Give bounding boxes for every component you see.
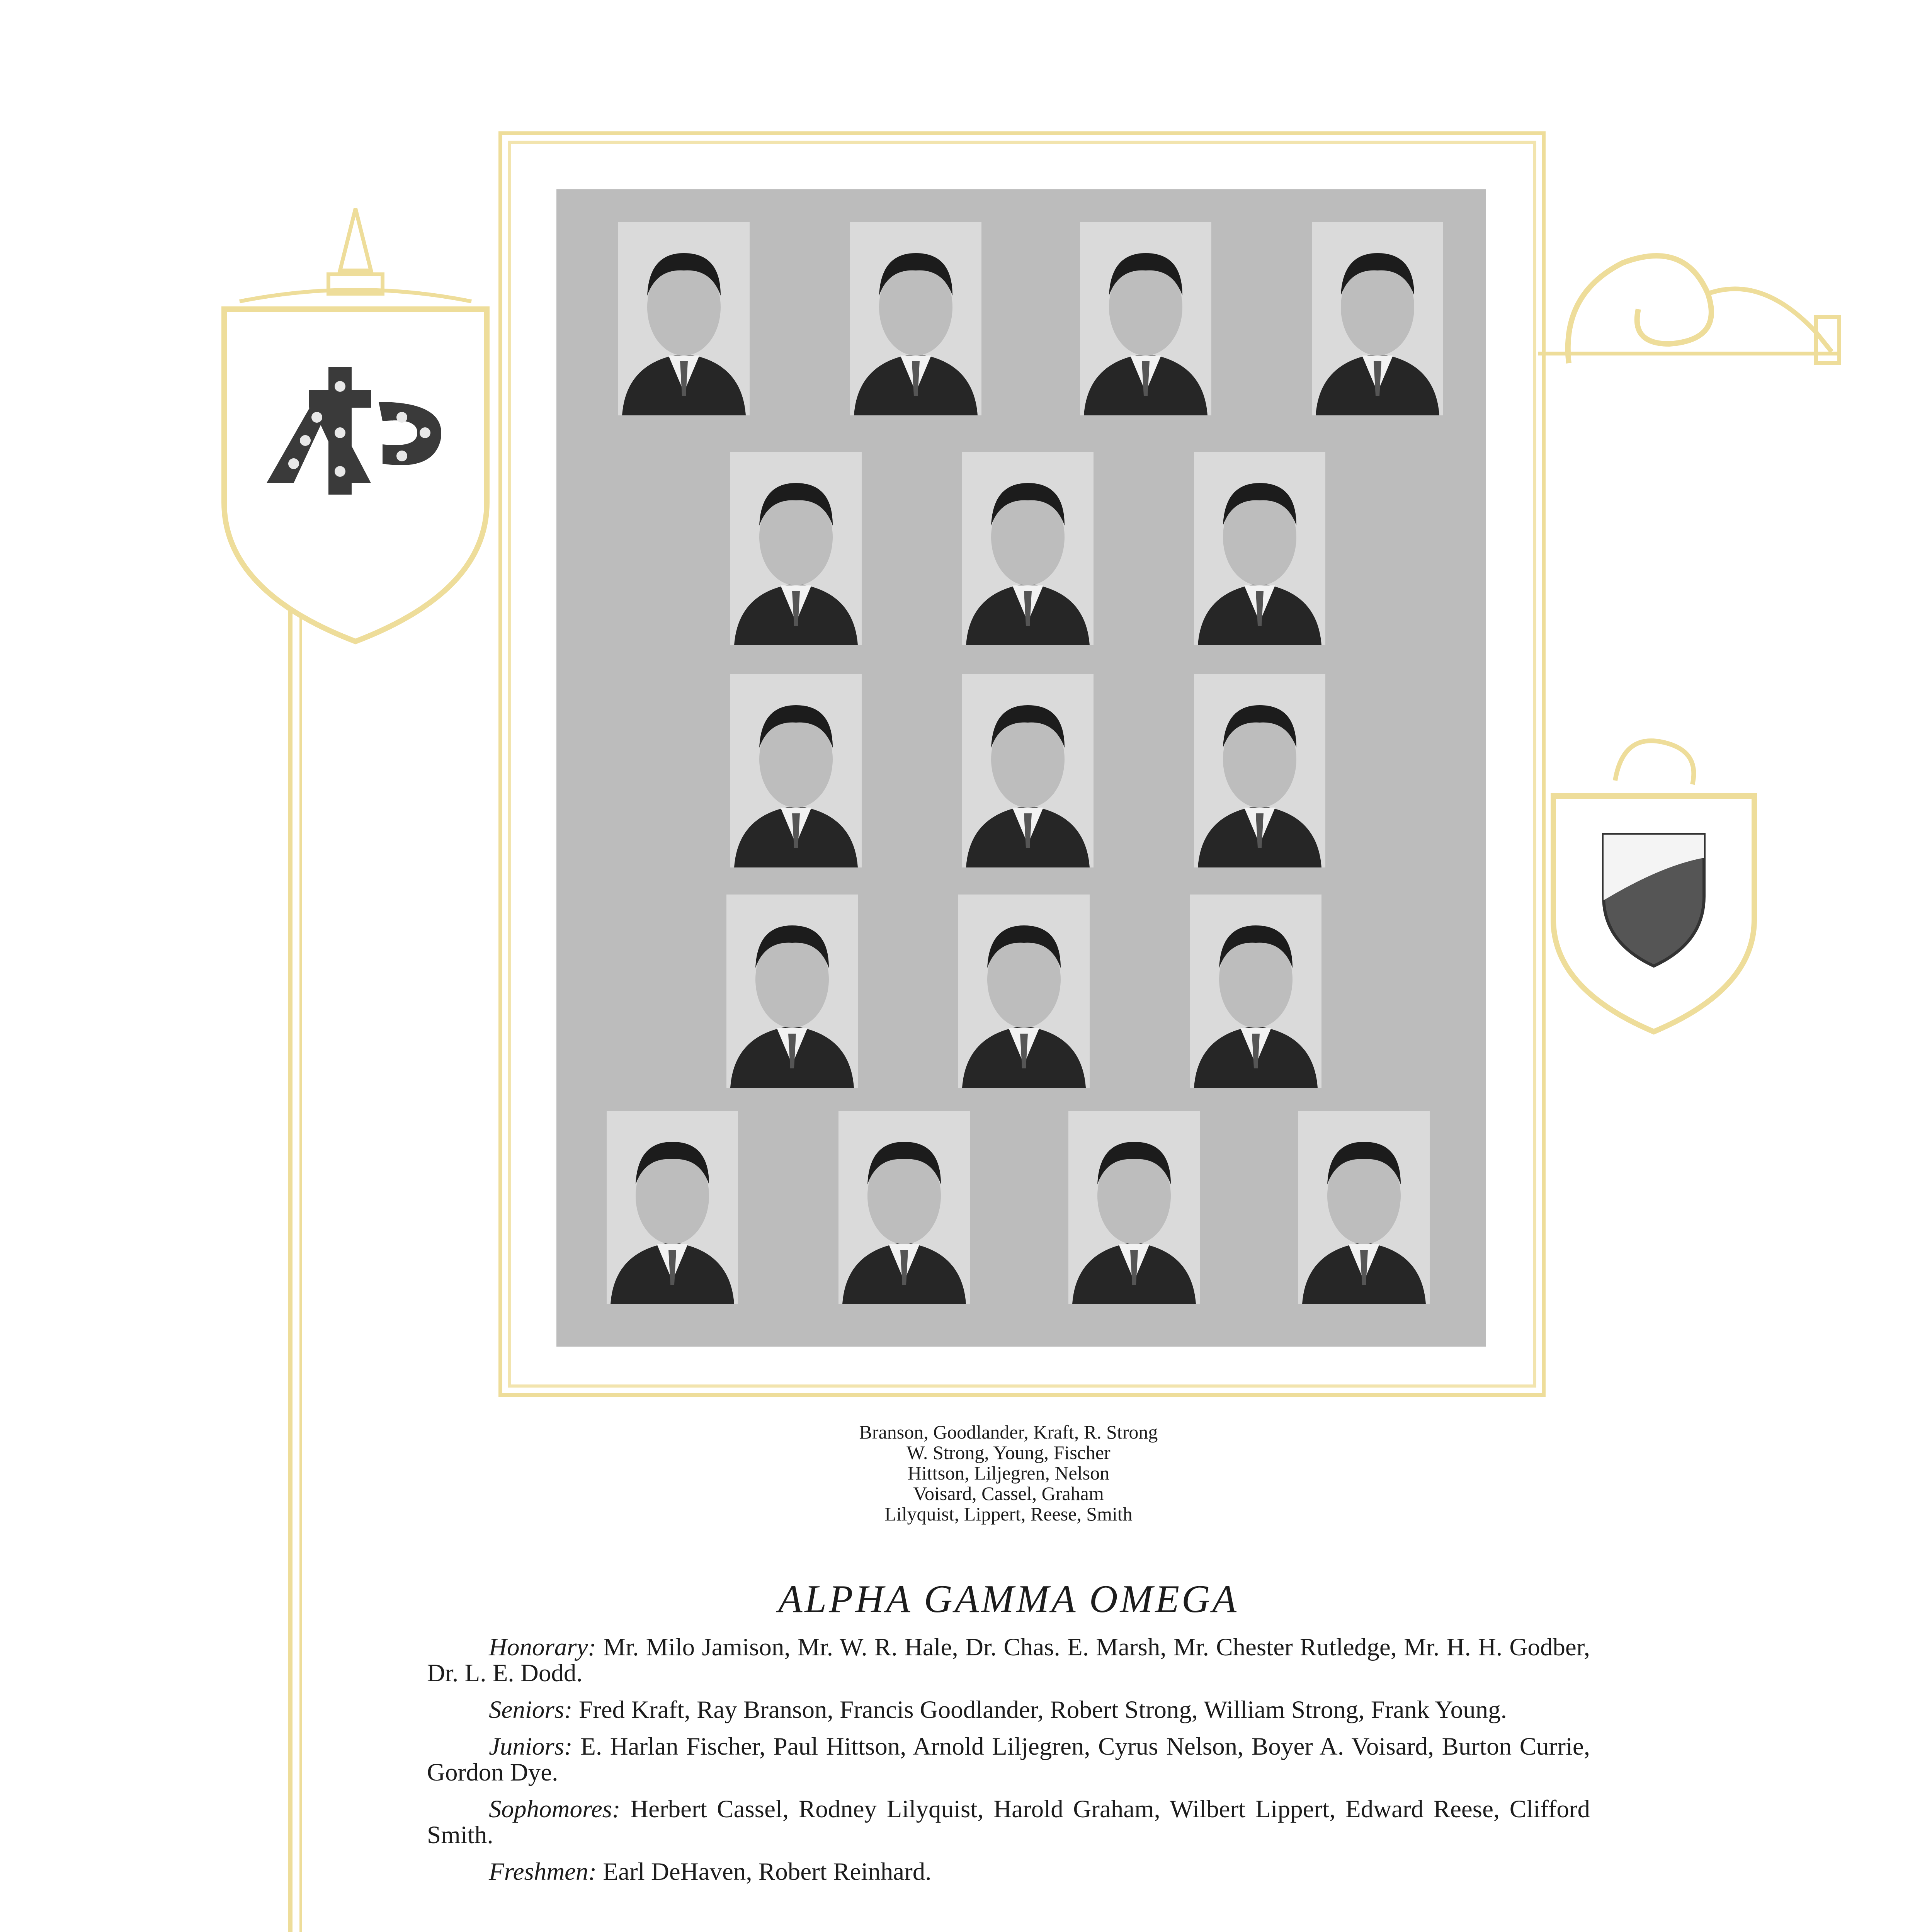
member-portrait — [618, 222, 750, 415]
portrait-composite — [556, 189, 1486, 1347]
member-portrait — [962, 452, 1094, 645]
member-portrait — [838, 1111, 970, 1304]
caption-line: W. Strong, Young, Fischer — [906, 1442, 1111, 1463]
class-members: Earl DeHaven, Robert Reinhard. — [603, 1858, 932, 1886]
member-portrait — [958, 895, 1090, 1088]
member-portrait — [850, 222, 981, 415]
class-label: Freshmen: — [489, 1858, 597, 1886]
member-portrait — [962, 674, 1094, 867]
class-label: Sophomores: — [489, 1795, 621, 1823]
roster-seniors — [427, 1697, 1590, 1723]
member-portrait — [730, 452, 862, 645]
roster-sophomores — [427, 1796, 1590, 1848]
roster-juniors — [427, 1734, 1590, 1786]
member-portrait — [1312, 222, 1443, 415]
class-label: Juniors: — [489, 1733, 573, 1760]
shield-crest-right — [1546, 719, 1762, 1036]
member-portrait — [1194, 674, 1325, 867]
caption-line: Branson, Goodlander, Kraft, R. Strong — [859, 1421, 1158, 1443]
class-label: Seniors: — [489, 1696, 573, 1724]
roster-freshmen — [427, 1859, 1590, 1885]
class-members: Herbert Cassel, Rodney Lilyquist, Harold Graham, Wilbert Lippert, Edward Reese, Clifford Smith. — [427, 1795, 1590, 1849]
member-portrait — [607, 1111, 738, 1304]
portrait-caption — [541, 1422, 1476, 1524]
caption-line: Voisard, Cassel, Graham — [913, 1483, 1104, 1504]
page-title: ALPHA GAMMA OMEGA — [778, 1577, 1239, 1621]
caption-line: Hittson, Liljegren, Nelson — [907, 1462, 1110, 1484]
member-portrait — [1190, 895, 1321, 1088]
class-members: Mr. Milo Jamison, Mr. W. R. Hale, Dr. Chas. E. Marsh, Mr. Chester Rutledge, Mr. H. H. Godber, Dr. L. E. Dodd. — [427, 1633, 1590, 1687]
fraternity-crest-left — [201, 185, 510, 649]
roster-honorary — [427, 1634, 1590, 1686]
class-members: Fred Kraft, Ray Branson, Francis Goodlander, Robert Strong, William Strong, Frank Young. — [578, 1696, 1507, 1724]
member-portrait — [1194, 452, 1325, 645]
member-portrait — [1080, 222, 1211, 415]
ornament-top-right — [1546, 216, 1847, 425]
class-label: Honorary: — [489, 1633, 597, 1661]
member-portrait — [1068, 1111, 1200, 1304]
member-portrait — [730, 674, 862, 867]
member-roster — [427, 1634, 1590, 1896]
caption-line: Lilyquist, Lippert, Reese, Smith — [884, 1503, 1133, 1525]
member-portrait — [1298, 1111, 1430, 1304]
member-portrait — [726, 895, 858, 1088]
class-members: E. Harlan Fischer, Paul Hittson, Arnold Liljegren, Cyrus Nelson, Boyer A. Voisard, Burton Currie, Gordon Dye. — [427, 1733, 1590, 1786]
